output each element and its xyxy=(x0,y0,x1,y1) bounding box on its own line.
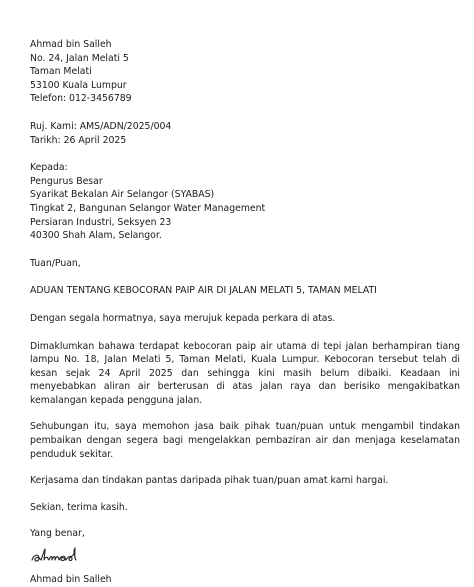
salutation: Tuan/Puan, xyxy=(30,257,81,269)
body-paragraph-4: Kerjasama dan tindakan pantas daripada pihak tuan/puan amat kami hargai. xyxy=(30,475,389,487)
reference-block xyxy=(30,120,462,147)
recipient-address-line3: 40300 Shah Alam, Selangor. xyxy=(30,230,162,242)
letter-page xyxy=(30,38,462,587)
sender-name: Ahmad bin Salleh xyxy=(30,39,112,50)
sender-address-line3: 53100 Kuala Lumpur xyxy=(30,79,127,91)
recipient-address-line1: Tingkat 2, Bangunan Selangor Water Management xyxy=(30,202,266,214)
recipient-title: Pengurus Besar xyxy=(30,175,103,187)
body-paragraph-3: Sehubungan itu, saya memohon jasa baik pihak tuan/puan untuk mengambil tindakan pembaikan dengan segera bagi mengelakkan pembaziran air dan menjaga keselamatan penduduk sekitar. xyxy=(30,421,460,460)
recipient-address-line2: Persiaran Industri, Seksyen 23 xyxy=(30,216,172,228)
body-paragraph-1: Dengan segala hormatnya, saya merujuk kepada perkara di atas. xyxy=(30,312,336,324)
recipient-company: Syarikat Bekalan Air Selangor (SYABAS) xyxy=(30,189,215,201)
recipient-address xyxy=(30,161,462,243)
sender-phone: Telefon: 012-3456789 xyxy=(30,93,132,105)
closing-thanks: Sekian, terima kasih. xyxy=(30,501,128,513)
sender-address xyxy=(30,38,462,106)
closing-sign-off: Yang benar, xyxy=(30,528,85,540)
reference-number: Ruj. Kami: AMS/ADN/2025/004 xyxy=(30,120,172,132)
body-paragraph-2: Dimaklumkan bahawa terdapat kebocoran paip air utama di tepi jalan berhampiran tiang lampu No. 18, Jalan Melati 5, Taman Melati, Kuala Lumpur. Kebocoran tersebut telah di kesan sejak 24 April 2025 dan sehingga kini masih belum dibaiki. Keadaan ini menyebabkan aliran air berterusan di atas jalan raya dan berisiko mengakibatkan kemalangan kepada pengguna jalan. xyxy=(30,340,460,406)
letter-subject: ADUAN TENTANG KEBOCORAN PAIP AIR DI JALAN MELATI 5, TAMAN MELATI xyxy=(30,285,377,297)
handwritten-signature xyxy=(30,545,462,567)
sender-address-line1: No. 24, Jalan Melati 5 xyxy=(30,52,129,64)
sender-address-line2: Taman Melati xyxy=(30,66,92,78)
signed-name: Ahmad bin Salleh xyxy=(30,574,112,586)
letter-date: Tarikh: 26 April 2025 xyxy=(30,134,127,146)
recipient-label: Kepada: xyxy=(30,162,68,174)
